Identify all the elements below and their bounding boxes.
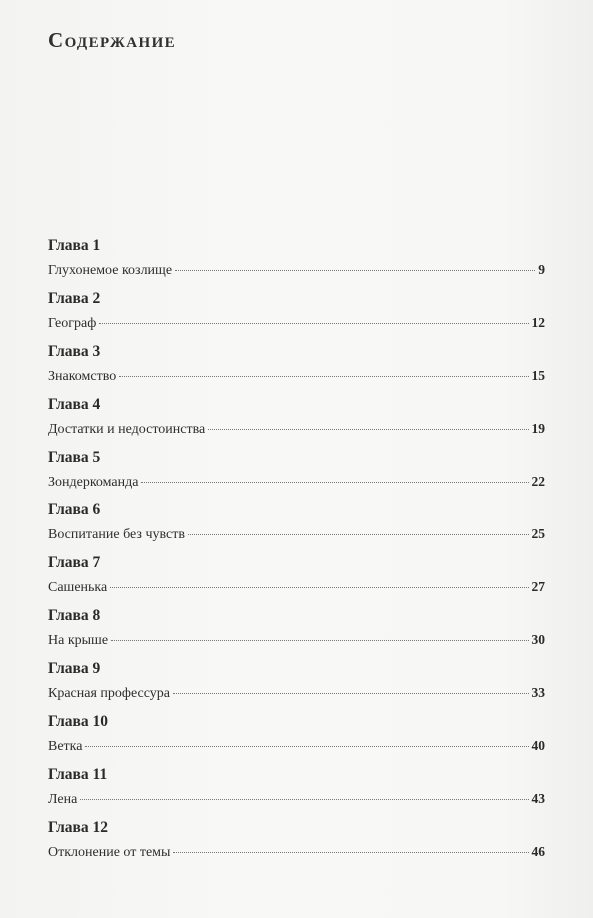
- chapter-heading: Глава 6: [48, 501, 101, 519]
- toc-row: [48, 577, 545, 597]
- page-number: 43: [531, 790, 545, 806]
- dot-leader: [80, 799, 528, 800]
- chapter-title: Воспитание без чувств: [48, 527, 185, 543]
- toc-entry: [48, 289, 545, 342]
- page-number: 15: [531, 367, 545, 383]
- page-number: 25: [531, 526, 545, 542]
- chapter-title: Достатки и недостоинства: [48, 421, 206, 437]
- chapter-title: Отклонение от темы: [48, 844, 171, 860]
- toc-entry: [48, 342, 545, 395]
- chapter-heading: Глава 2: [48, 289, 101, 307]
- toc-row: [48, 472, 545, 492]
- page-number: 46: [531, 843, 545, 859]
- toc-row: [48, 736, 545, 756]
- toc-row: [48, 524, 545, 544]
- dot-leader: [110, 587, 528, 588]
- chapter-heading: Глава 12: [48, 818, 109, 836]
- chapter-heading: Глава 8: [48, 607, 101, 625]
- toc-row: [48, 789, 545, 809]
- chapter-heading: Глава 11: [48, 765, 108, 783]
- dot-leader: [175, 270, 535, 271]
- dot-leader: [208, 429, 528, 430]
- chapter-title: Сашенька: [48, 580, 108, 596]
- toc-entry: [48, 659, 545, 712]
- toc-row: [48, 842, 545, 862]
- chapter-heading: Глава 5: [48, 448, 101, 466]
- page-number: 30: [531, 632, 545, 648]
- toc-entry: [48, 395, 545, 448]
- dot-leader: [119, 376, 528, 377]
- page-number: 19: [531, 420, 545, 436]
- chapter-title: На крыше: [48, 633, 109, 649]
- page-number: 9: [538, 262, 545, 277]
- chapter-title: Знакомство: [48, 368, 117, 384]
- chapter-heading: Глава 7: [48, 554, 101, 572]
- toc-row: [48, 260, 545, 280]
- dot-leader: [85, 746, 528, 747]
- toc-row: [48, 313, 545, 333]
- toc-entry: [48, 448, 545, 501]
- page-number: 33: [531, 685, 545, 701]
- page-number: 22: [531, 473, 545, 489]
- dot-leader: [188, 534, 529, 535]
- dot-leader: [111, 640, 528, 641]
- toc-entry: [48, 606, 545, 659]
- page-number: 40: [531, 738, 545, 754]
- toc-entry: [48, 236, 545, 289]
- toc-row: [48, 630, 545, 650]
- dot-leader: [173, 852, 528, 853]
- page-title: Содержание: [48, 28, 177, 52]
- chapter-title: Географ: [48, 315, 97, 331]
- page-number: 27: [531, 579, 545, 595]
- chapter-heading: Глава 4: [48, 395, 101, 413]
- table-of-contents: [48, 236, 545, 871]
- dot-leader: [99, 323, 528, 324]
- chapter-heading: Глава 1: [48, 237, 101, 254]
- chapter-title: Лена: [48, 791, 78, 807]
- toc-entry: [48, 500, 545, 553]
- toc-row: [48, 683, 545, 703]
- toc-entry: [48, 818, 545, 871]
- chapter-heading: Глава 10: [48, 713, 109, 731]
- chapter-title: Красная профессура: [48, 686, 170, 702]
- chapter-title: Зондеркоманда: [48, 474, 139, 490]
- toc-row: [48, 366, 545, 386]
- dot-leader: [173, 693, 529, 694]
- toc-entry: [48, 765, 545, 818]
- toc-row: [48, 419, 545, 439]
- dot-leader: [141, 482, 528, 483]
- chapter-heading: Глава 3: [48, 342, 101, 360]
- chapter-title: Глухонемое козлище: [48, 263, 173, 278]
- toc-entry: [48, 712, 545, 765]
- chapter-heading: Глава 9: [48, 660, 101, 678]
- toc-entry: [48, 553, 545, 606]
- chapter-title: Ветка: [48, 739, 83, 755]
- page-number: 12: [531, 314, 545, 330]
